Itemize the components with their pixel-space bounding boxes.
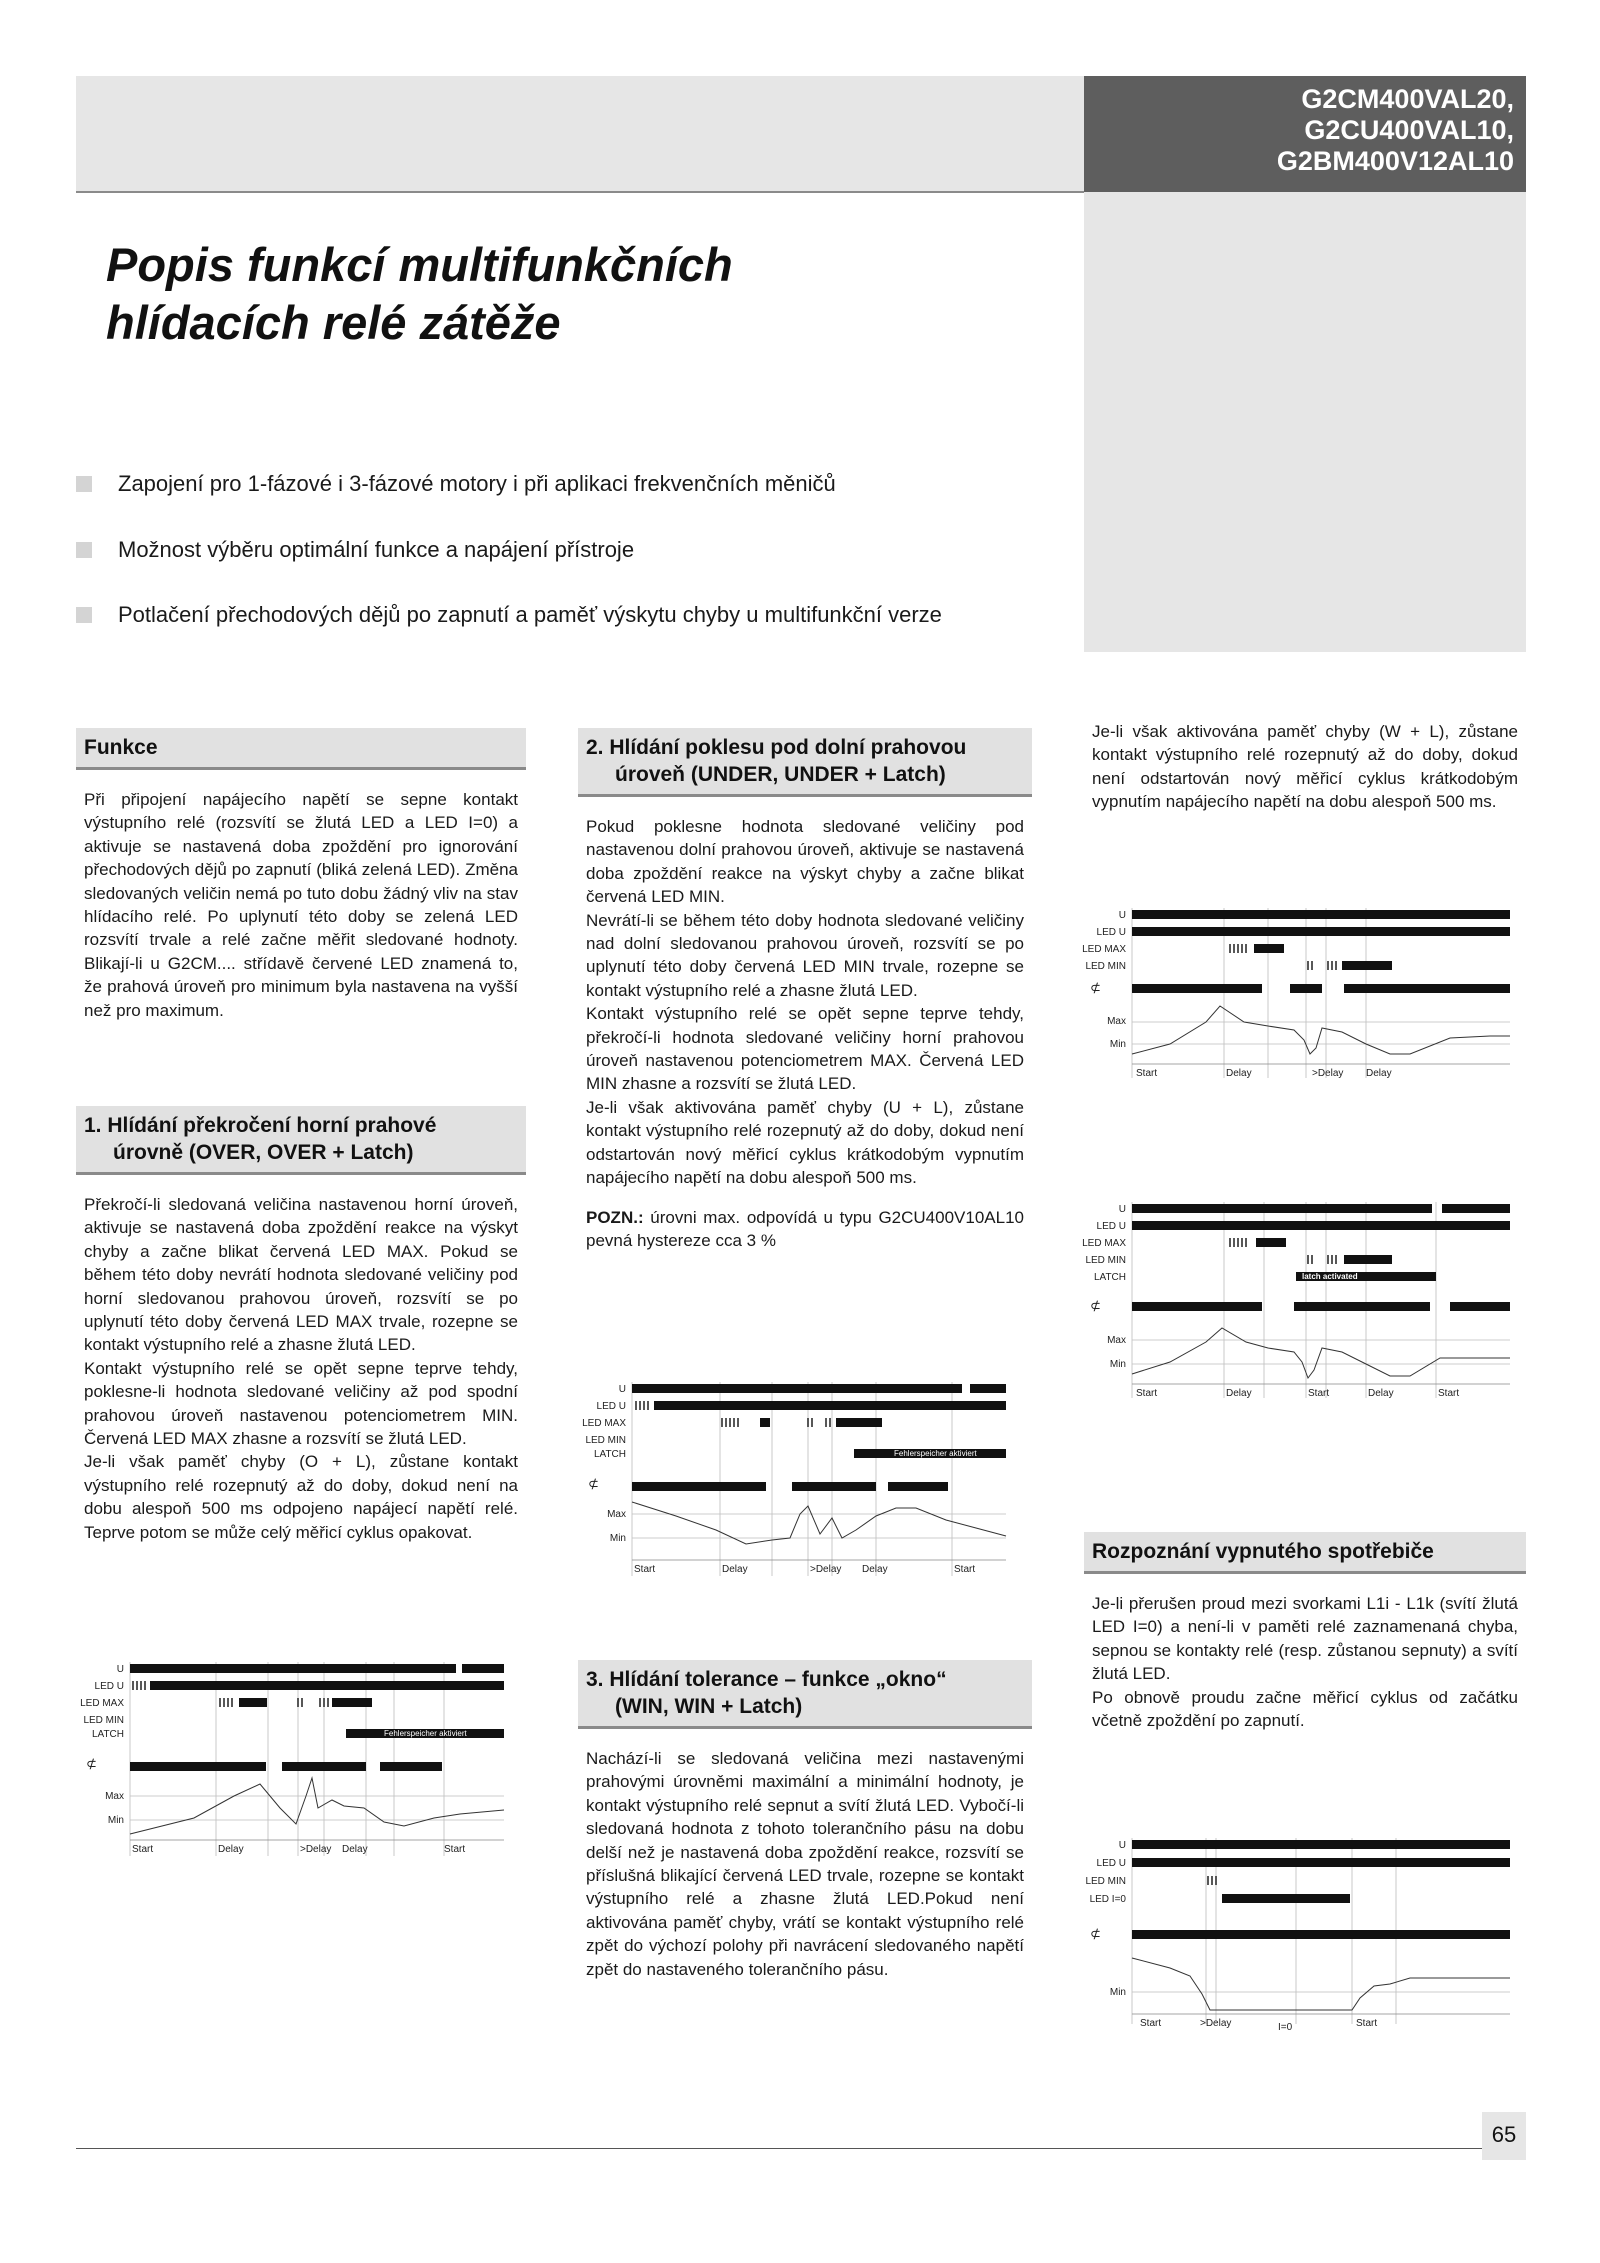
axis-label: Delay <box>1368 1388 1394 1399</box>
row-label: U <box>618 1384 626 1395</box>
timing-diagram-under <box>582 1378 1026 1588</box>
model-header-box <box>1084 76 1526 192</box>
funkce-text <box>76 788 526 1022</box>
timing-diagram-over <box>80 1658 524 1868</box>
detect-text <box>1084 1592 1526 1732</box>
row-label: LED U <box>1096 927 1126 938</box>
paragraph: Je-li však aktivována paměť chyby (W + L), zůstane kontakt výstupního relé rozepnutý až do doby, dokud není odstartován nový měřicí cyklus krátkodobým vypnutím napájecího napětí na dobu alespoň 500 ms. <box>1092 722 1518 812</box>
axis-label: I=0 <box>1278 2022 1293 2033</box>
row-label: LATCH <box>593 1449 626 1460</box>
row-label: Min <box>107 1815 124 1826</box>
relay-contact-icon: ⊄ <box>1090 1298 1101 1313</box>
page-title <box>106 236 1006 352</box>
row-label: Min <box>609 1533 626 1544</box>
model-name: G2CM400VAL20, <box>1301 84 1514 114</box>
row-label: Max <box>105 1791 124 1802</box>
paragraph: Je-li však aktivována paměť chyby (U + L), zůstane kontakt výstupního relé rozepnutý až do doby, dokud není odstartován nový měřicí cyklus krátkodobým vypnutím napájecího napětí na dobu alespoň 500 ms. <box>586 1097 1024 1188</box>
axis-label: Start <box>634 1564 656 1575</box>
latch-label: Fehlerspeicher aktiviert <box>894 1449 977 1458</box>
row-label: LED MIN <box>83 1715 124 1726</box>
axis-label: Start <box>444 1844 466 1855</box>
section-heading-over <box>76 1106 526 1175</box>
over-text <box>76 1193 526 1544</box>
feature-bullet <box>76 600 942 630</box>
section-heading-text: (WIN, WIN + Latch) <box>615 1695 803 1718</box>
paragraph: Při připojení napájecího napětí se sepne kontakt výstupního relé (rozsvítí se žlutá LED a LED I=0) a aktivuje se nastavená doba zpoždění pro ignorování přechodových dějů po zapnutí (bliká zelená LED). Změna sledovaných veličin nemá po tuto dobu žádný vliv na stav hlídacího relé. Po uplynutí této doby se zelená LED rozsvítí trvale a relé začne měřit sledované hodnoty. Blikají-li u G2CM.... střídavě červené LED znamená to, že prahová úroveň pro minimum byla nastavena na vyšší než pro maximum. <box>84 790 518 1020</box>
row-label: LED MAX <box>1082 1238 1126 1249</box>
latch-label: Fehlerspeicher aktiviert <box>384 1729 467 1738</box>
relay-contact-icon: ⊄ <box>588 1476 599 1491</box>
row-label: LED MAX <box>1082 944 1126 955</box>
axis-label: Start <box>954 1564 976 1575</box>
axis-label: Delay <box>218 1844 244 1855</box>
footer-divider <box>76 2148 1526 2149</box>
axis-label: >Delay <box>1200 2018 1232 2029</box>
axis-label: >Delay <box>1312 1068 1344 1079</box>
win-text <box>578 1747 1032 1981</box>
axis-label: Start <box>1308 1388 1330 1399</box>
feature-bullet <box>76 535 634 565</box>
axis-label: Start <box>1140 2018 1162 2029</box>
bullet-square-icon <box>76 607 92 623</box>
header-divider <box>76 191 1084 193</box>
page-number: 65 <box>1491 2122 1517 2147</box>
axis-label: Delay <box>1366 1068 1392 1079</box>
row-label: LATCH <box>91 1729 124 1740</box>
row-label: LATCH <box>1093 1272 1126 1283</box>
column-1-over <box>76 1106 526 1544</box>
row-label: U <box>1118 1840 1126 1851</box>
section-heading-text: Rozpoznání vypnutého spotřebiče <box>1092 1540 1434 1563</box>
note-label: POZN.: <box>586 1207 644 1227</box>
row-label: LED I=0 <box>1089 1894 1126 1905</box>
row-label: LED U <box>596 1401 626 1412</box>
bullet-text: Možnost výběru optimální funkce a napájení přístroje <box>118 537 635 562</box>
column-2-win <box>578 1660 1032 1981</box>
section-heading-win <box>578 1660 1032 1729</box>
section-heading-funkce <box>76 728 526 770</box>
row-label: LED MAX <box>80 1698 124 1709</box>
axis-label: >Delay <box>810 1564 842 1575</box>
model-list <box>1277 84 1514 177</box>
relay-contact-icon: ⊄ <box>1090 1926 1101 1941</box>
axis-label: Start <box>132 1844 154 1855</box>
timing-diagram-detect <box>1085 1834 1530 2034</box>
row-label: Max <box>607 1509 626 1520</box>
column-3-detect <box>1084 1532 1526 1732</box>
timing-diagram-win <box>1082 904 1530 1084</box>
axis-label: >Delay <box>300 1844 332 1855</box>
paragraph: Pokud poklesne hodnota sledované veličiny pod nastavenou dolní prahovou úroveň, aktivuje se nastavená doba zpoždění reakce na výskyt chyby a začne blikat červená LED MIN. <box>586 817 1024 907</box>
axis-label: Start <box>1438 1388 1460 1399</box>
row-label: U <box>1118 1204 1126 1215</box>
paragraph: Je-li však paměť chyby (O + L), zůstane kontakt výstupního relé rozepnutý až do doby, dokud není na dobu alespoň 500 ms odpojeno napájecí napětí relé. Teprve potom se může celý měřicí cyklus opakovat. <box>84 1452 518 1542</box>
row-label: LED MIN <box>585 1435 626 1446</box>
section-heading-text: úroveň (UNDER, UNDER + Latch) <box>615 763 946 786</box>
under-text <box>578 815 1032 1252</box>
row-label: U <box>116 1664 124 1675</box>
paragraph: Kontakt výstupního relé se opět sepne teprve tehdy, překročí-li hodnota sledované veličiny horní prahovou úroveň nastavenou potenciometrem MAX. Červená LED MIN zhasne a rozsvítí se žlutá LED. <box>586 1004 1024 1094</box>
row-label: Max <box>1107 1016 1126 1027</box>
row-label: LED U <box>1096 1221 1126 1232</box>
note-text: úrovni max. odpovídá u typu G2CU400V10AL10 pevná hystereze cca 3 % <box>586 1207 1024 1250</box>
row-label: LED MIN <box>1085 961 1126 972</box>
section-heading-text: úrovně (OVER, OVER + Latch) <box>113 1141 414 1164</box>
axis-label: Delay <box>862 1564 888 1575</box>
note <box>586 1206 1024 1253</box>
section-heading-detect <box>1084 1532 1526 1574</box>
row-label: LED U <box>1096 1858 1126 1869</box>
model-name: G2CU400VAL10, <box>1304 115 1514 145</box>
side-panel <box>1084 192 1526 652</box>
bullet-text: Potlačení přechodových dějů po zapnutí a paměť výskytu chyby u multifunkční verze <box>118 602 942 627</box>
row-label: LED U <box>94 1681 124 1692</box>
row-label: LED MIN <box>1085 1255 1126 1266</box>
paragraph: Nevrátí-li se během této doby hodnota sledované veličiny nad dolní sledovanou prahovou úroveň, rozsvítí se po uplynutí této doby červená LED MIN trvale, rozepne se kontakt výstupního relé a zhasne žlutá LED. <box>586 910 1024 1000</box>
section-heading-under <box>578 728 1032 797</box>
axis-label: Delay <box>1226 1388 1252 1399</box>
row-label: LED MAX <box>582 1418 626 1429</box>
row-label: Max <box>1107 1335 1126 1346</box>
bullet-text: Zapojení pro 1-fázové i 3-fázové motory i při aplikaci frekvenčních měničů <box>118 471 836 496</box>
paragraph: Po obnově proudu začne měřicí cyklus od začátku včetně zpoždění po zapnutí. <box>1092 1687 1518 1731</box>
model-name: G2BM400V12AL10 <box>1276 146 1514 176</box>
axis-label: Start <box>1136 1388 1158 1399</box>
row-label: Min <box>1109 1987 1126 1998</box>
relay-contact-icon: ⊄ <box>86 1756 97 1771</box>
bullet-square-icon <box>76 476 92 492</box>
page-number-box <box>1482 2112 1526 2160</box>
win-latch-text <box>1084 720 1526 814</box>
paragraph: Kontakt výstupního relé se opět sepne teprve tehdy, poklesne-li hodnota sledované veličiny až pod spodní prahovou úroveň nastavenou potenciometrem MIN. Červená LED MAX zhasne a rozsvítí se žlutá LED. <box>84 1358 518 1449</box>
section-heading-text: Funkce <box>84 736 158 759</box>
row-label: Min <box>1109 1039 1126 1050</box>
bullet-square-icon <box>76 542 92 558</box>
row-label: U <box>1118 910 1126 921</box>
column-2-under <box>578 728 1032 1252</box>
page-title-line: hlídacích relé zátěže <box>106 296 561 349</box>
relay-contact-icon: ⊄ <box>1090 980 1101 995</box>
timing-diagram-win-latch <box>1082 1198 1530 1408</box>
row-label: LED MIN <box>1085 1876 1126 1887</box>
section-heading-text: 1. Hlídání překročení horní prahové <box>84 1114 437 1137</box>
axis-label: Delay <box>342 1844 368 1855</box>
paragraph: Překročí-li sledovaná veličina nastavenou horní úroveň, aktivuje se nastavená doba zpoždění reakce na výskyt chyby a začne blikat červená LED MAX. Pokud se během této doby nevrátí hodnota sledované veličiny pod horní sledovanou prahovou úroveň, rozsvítí se po uplynutí této doby červená LED MAX trvale, rozepne se kontakt výstupního relé a zhasne žlutá LED. <box>84 1195 518 1355</box>
paragraph: Nachází-li se sledovaná veličina mezi nastavenými prahovými úrovněmi maximální a minimální hodnoty, je kontakt výstupního relé sepnut a svítí žlutá LED. Vybočí-li sledovaná hodnota z tohoto tolerančního pásu na dobu delší než je nastavená doba zpoždění reakce, rozsvítí se příslušná blikající červená LED trvale, rozepne se kontakt výstupního relé a zhasne žlutá LED.Pokud není aktivována paměť chyby, vrátí se kontakt výstupního relé zpět do výchozí polohy při navrácení sledovaného napětí zpět do nastaveného tolerančního pásu. <box>586 1749 1024 1979</box>
section-heading-text: 3. Hlídání tolerance – funkce „okno“ <box>586 1668 947 1691</box>
axis-label: Start <box>1136 1068 1158 1079</box>
feature-bullet <box>76 469 836 499</box>
section-heading-text: 2. Hlídání poklesu pod dolní prahovou <box>586 736 967 759</box>
axis-label: Delay <box>722 1564 748 1575</box>
axis-label: Start <box>1356 2018 1378 2029</box>
axis-label: Delay <box>1226 1068 1252 1079</box>
column-3 <box>1084 720 1526 814</box>
column-1 <box>76 728 526 1022</box>
row-label: Min <box>1109 1359 1126 1370</box>
paragraph: Je-li přerušen proud mezi svorkami L1i - L1k (svítí žlutá LED I=0) a není-li v paměti relé zaznamenaná chyba, sepnou se kontakty relé (resp. zůstanou sepnuty) a svítí žlutá LED. <box>1092 1594 1518 1684</box>
latch-label: latch activated <box>1302 1272 1358 1281</box>
header-band <box>76 76 1084 192</box>
page-title-line: Popis funkcí multifunkčních <box>106 238 733 291</box>
